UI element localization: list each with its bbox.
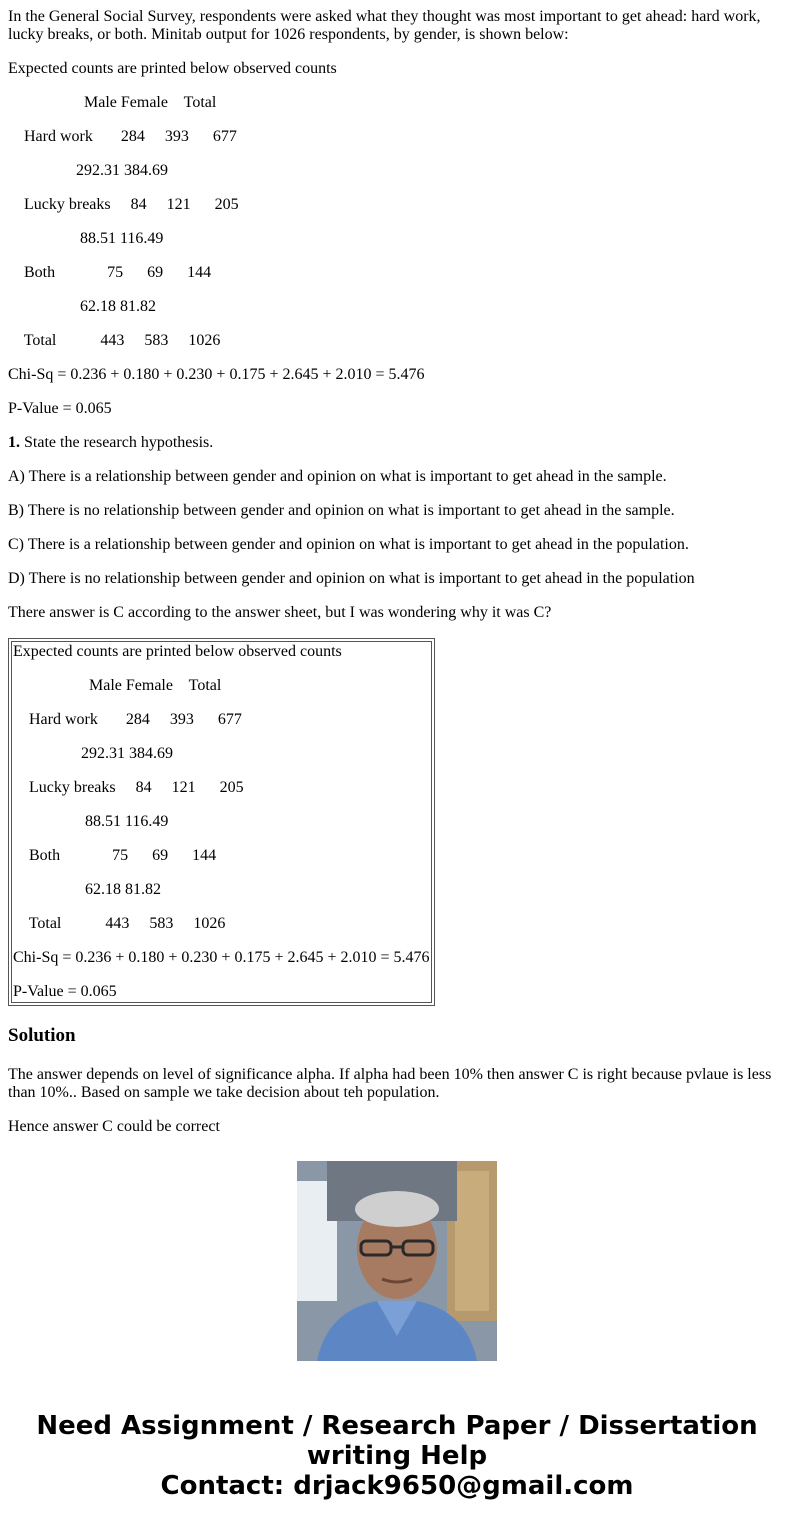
solution-heading: Solution — [8, 1025, 76, 1046]
output-line: 62.18 81.82 — [8, 298, 156, 315]
option-c: C) There is a relationship between gender and opinion on what is important to get ahead in the population. — [8, 536, 689, 553]
output-line: Expected counts are printed below observed counts — [8, 60, 337, 77]
question-prompt-text: State the research hypothesis. — [20, 434, 214, 451]
box-line: P-Value = 0.065 — [13, 983, 117, 1000]
box-line: Both 75 69 144 — [13, 847, 217, 864]
promo-text — [0, 1411, 794, 1501]
output-line: Hard work 284 393 677 — [8, 128, 237, 145]
box-line: Lucky breaks 84 121 205 — [13, 779, 244, 796]
promo-line-help: Need Assignment / Research Paper / Dissertation writing Help — [36, 1411, 758, 1471]
tutor-photo-icon — [297, 1161, 497, 1361]
box-line: Male Female Total — [13, 677, 222, 694]
question-intro: In the General Social Survey, respondents were asked what they thought was most important to get ahead: hard work, lucky breaks, or both. Minitab output for 1026 respondents, by gender, is shown below: — [8, 8, 761, 43]
box-line: Total 443 583 1026 — [13, 915, 226, 932]
output-line: Total 443 583 1026 — [8, 332, 221, 349]
option-d: D) There is no relationship between gender and opinion on what is important to get ahead in the population — [8, 570, 695, 587]
box-line: Chi-Sq = 0.236 + 0.180 + 0.230 + 0.175 + 2.645 + 2.010 = 5.476 — [13, 949, 430, 966]
question-prompt — [8, 434, 786, 452]
promo-section — [0, 1123, 794, 1531]
output-line: Male Female Total — [8, 94, 217, 111]
output-line: Chi-Sq = 0.236 + 0.180 + 0.230 + 0.175 + 2.645 + 2.010 = 5.476 — [8, 366, 425, 383]
solution-conclusion: Hence answer C could be correct — [8, 1118, 220, 1135]
box-line: 62.18 81.82 — [13, 881, 161, 898]
box-line: Expected counts are printed below observed counts — [13, 643, 342, 660]
output-line: 292.31 384.69 — [8, 162, 168, 179]
output-line: P-Value = 0.065 — [8, 400, 112, 417]
output-box-cell — [11, 641, 432, 1003]
output-line: Both 75 69 144 — [8, 264, 212, 281]
promo-line-contact: Contact: drjack9650@gmail.com — [160, 1471, 634, 1501]
box-line: Hard work 284 393 677 — [13, 711, 242, 728]
option-a: A) There is a relationship between gender and opinion on what is important to get ahead in the sample. — [8, 468, 667, 485]
output-line: 88.51 116.49 — [8, 230, 164, 247]
tutor-avatar — [297, 1161, 497, 1361]
solution-paragraph: The answer depends on level of significance alpha. If alpha had been 10% then answer C is right because pvlaue is less than 10%.. Based on sample we take decision about teh population. — [8, 1066, 772, 1101]
box-line: 88.51 116.49 — [13, 813, 169, 830]
box-line: 292.31 384.69 — [13, 745, 173, 762]
question-followup: There answer is C according to the answer sheet, but I was wondering why it was C? — [8, 604, 552, 621]
output-box — [8, 638, 435, 1006]
question-number: 1. — [8, 434, 20, 451]
option-b: B) There is no relationship between gender and opinion on what is important to get ahead in the sample. — [8, 502, 675, 519]
output-line: Lucky breaks 84 121 205 — [8, 196, 239, 213]
